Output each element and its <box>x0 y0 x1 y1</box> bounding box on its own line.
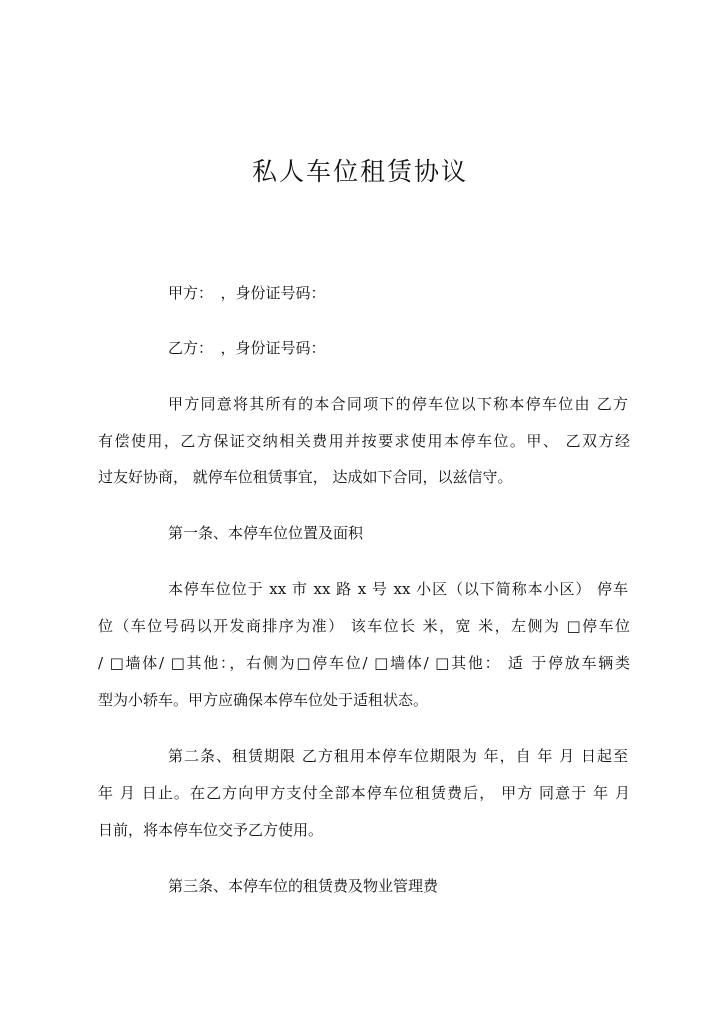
article2-line-2: 年 月 日止。在乙方向甲方支付全部本停车位租赁费后， 甲方 同意于 年 月 <box>98 784 630 802</box>
article2-line-1: 第二条、租赁期限 乙方租用本停车位期限为 年，自 年 月 日起至 <box>168 747 628 765</box>
preamble-line-3: 过友好协商， 就停车位租赁事宜， 达成如下合同，以兹信守。 <box>98 468 513 486</box>
article2-line-3: 日前，将本停车位交予乙方使用。 <box>98 821 324 839</box>
article3-heading: 第三条、本停车位的租赁费及物业管理费 <box>168 877 439 895</box>
preamble-line-2: 有偿使用，乙方保证交纳相关费用并按要求使用本停车位。甲、 乙双方经 <box>98 432 630 450</box>
article1-line-4: 型为小轿车。甲方应确保本停车位处于适租状态。 <box>98 691 429 709</box>
document-title: 私人车位租赁协议 <box>251 157 468 186</box>
preamble-line-1: 甲方同意将其所有的本合同项下的停车位以下称本停车位由 乙方 <box>168 395 628 413</box>
party-b-line: 乙方： ，身份证号码： <box>168 339 326 357</box>
article1-line-1: 本停车位位于 xx 市 xx 路 x 号 xx 小区（以下简称本小区） 停车 <box>168 580 628 598</box>
party-a-line: 甲方： ，身份证号码： <box>168 284 326 302</box>
article1-heading: 第一条、本停车位位置及面积 <box>168 524 364 542</box>
article1-line-3: / □墙体/ □其他：，右侧为□停车位/ □墙体/ □其他： 适 于停放车辆类 <box>98 654 630 672</box>
article1-line-2: 位（车位号码以开发商排序为准） 该车位长 米，宽 米，左侧为 □停车位 <box>98 617 630 635</box>
